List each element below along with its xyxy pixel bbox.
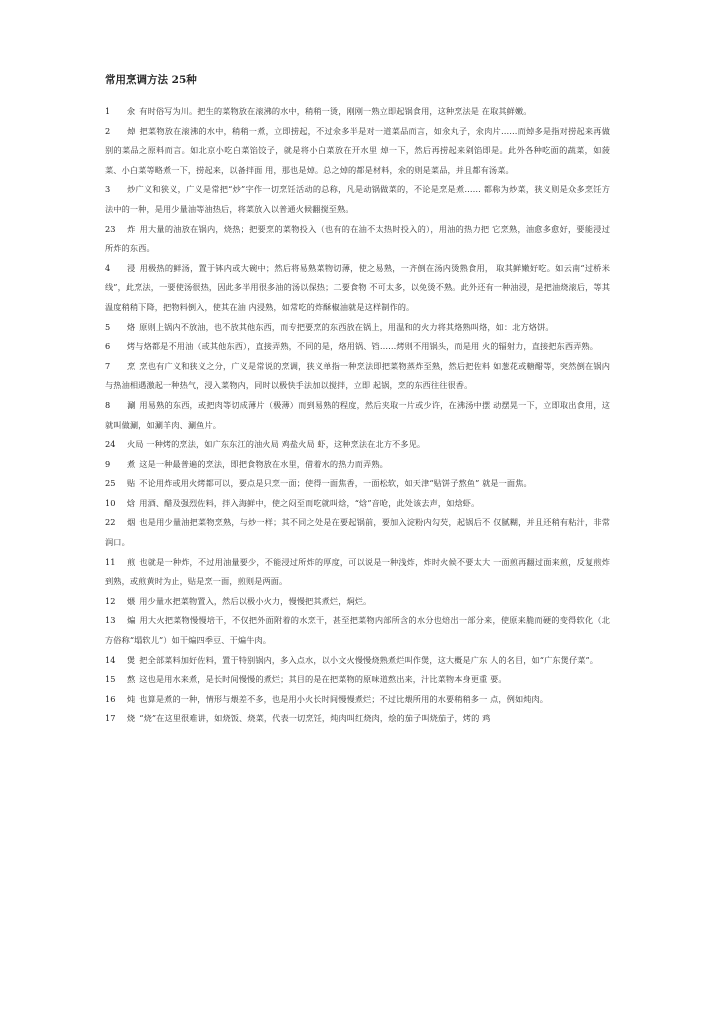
entry-text: 这也是用水来煮，是长时间慢慢的煮烂；其目的是在把菜物的原味道熬出来，汁比菜物本身更重 要。 xyxy=(139,674,507,685)
entry-method-name: 焯 xyxy=(127,125,136,136)
entry-number: 12 xyxy=(105,595,116,606)
entry-number: 4 xyxy=(105,262,111,273)
list-item xyxy=(105,513,610,552)
entry-method-name: 氽 xyxy=(127,106,136,116)
list-item xyxy=(105,611,610,650)
entry-text: 不论用炸或用火烤都可以，要点是只烹一面；使得一面焦香，一面松软，如天津“贴饼子熬鱼” 就是一面焦。 xyxy=(139,478,532,489)
entry-method-name: 焓 xyxy=(127,497,136,508)
entry-number: 15 xyxy=(105,674,116,685)
list-item xyxy=(105,122,610,181)
list-item xyxy=(105,474,610,494)
entry-number: 7 xyxy=(105,360,111,371)
list-item xyxy=(105,709,610,729)
entry-method-name: 涮 xyxy=(127,399,136,410)
list-item xyxy=(105,396,610,435)
entry-number: 5 xyxy=(105,321,111,332)
entry-method-name: 熬 xyxy=(127,674,136,685)
list-item xyxy=(105,670,610,690)
entry-method-name: 煨 xyxy=(127,595,136,606)
entry-number: 6 xyxy=(105,341,111,352)
list-item xyxy=(105,690,610,710)
entry-number: 23 xyxy=(105,223,116,234)
entry-text: 用酒、醋及强烈佐料，拌入海鲜中，使之闷至而吃就叫焓，“焓”音呛，此处该去声，如焓虾。 xyxy=(139,497,480,508)
entry-method-name: 贴 xyxy=(127,478,136,489)
entry-text: 用大量的油放在锅内，烧热；把要烹的菜物投入（也有的在油不太热时投入的），用油的热力把 它烹熟，油愈多愈好，要能浸过所炸的东西。 xyxy=(105,223,610,254)
entry-number: 11 xyxy=(105,556,116,567)
entry-number: 2 xyxy=(105,125,111,136)
cooking-methods-list xyxy=(105,102,610,729)
entry-number: 13 xyxy=(105,615,116,626)
entry-number: 8 xyxy=(105,399,111,410)
entry-text: 也算是煮的一种，情形与煨差不多，也是用小火长时间慢慢煮烂；不过比煨所用的水要稍稍多一 点，例如炖肉。 xyxy=(139,693,549,704)
list-item xyxy=(105,494,610,514)
entry-method-name: 烟 xyxy=(127,517,136,528)
document-page xyxy=(105,72,610,729)
entry-text: 有时俗写为川。把生的菜物放在滚沸的水中，稍稍一烫，刚刚一熟立即起锅食用，这种烹法是 在取其鲜嫩。 xyxy=(139,106,532,116)
list-item xyxy=(105,102,610,122)
list-item xyxy=(105,592,610,612)
list-item xyxy=(105,220,610,259)
entry-method-name: 煲 xyxy=(127,654,136,665)
entry-text: 烹也有广义和狭义之分，广义是常说的烹调，狭义单指一种烹法即把菜物蒸炸至熟，然后把佐料 如葱花或糖醋等，突然倒在锅内与热油相遇激起一种热气，浸入菜物内，同时以极快手法加以搅拌，立即 起锅，烹的东西往往很香。 xyxy=(105,360,610,391)
entry-number: 17 xyxy=(105,713,116,724)
entry-method-name: 烙 xyxy=(127,321,136,332)
entry-text: 也就是一种炸，不过用油量要少，不能浸过所炸的厚度，可以说是一种浅炸，炸时火候不要太大 一面煎再翻过面来煎，反复煎炸到熟，或煎黄时为止，贴是烹一面，煎则是两面。 xyxy=(105,556,610,587)
list-item xyxy=(105,180,610,219)
entry-text: 火局 一种烤的烹法，如广东东江的油火局 鸡盐火局 虾，这种烹法在北方不多见。 xyxy=(127,439,426,450)
entry-text: 这是一种最普遍的烹法，即把食物放在水里，借着水的热力而弄熟。 xyxy=(139,458,388,469)
entry-method-name: 浸 xyxy=(127,262,136,273)
entry-number: 16 xyxy=(105,693,116,704)
list-item xyxy=(105,455,610,475)
entry-method-name: 烹 xyxy=(127,360,136,371)
list-item xyxy=(105,435,610,455)
entry-text: 把菜物放在滚沸的水中，稍稍一煮，立即捞起，不过氽多半是对一道菜品而言，如氽丸子，氽肉片……而焯多是指对捞起来再做别的菜品之原料而言。如北京小吃白菜馅饺子，就是将小白菜放在开水里 焯一下，然后再捞起来剁馅即是。此外各种吃面的蔬菜，如菠菜、小白菜等略煮一下，捞起来，以备拌面 用，那也是焯。总之焯的都是材料，氽的则是菜品，并且都有汤菜。 xyxy=(105,125,610,175)
list-item xyxy=(105,553,610,592)
entry-number: 25 xyxy=(105,478,116,489)
entry-text: 炒广义和狭义，广义是常把“炒”字作一切烹饪活动的总称，凡是动锅做菜的，不论是烹是煮…… 都称为炒菜，狭义则是众多烹饪方法中的一种，是用少量油等油热后，将菜放入以普通火候翻搅至熟。 xyxy=(105,184,610,214)
entry-method-name: 烧 xyxy=(127,713,136,724)
entry-method-name: 煮 xyxy=(127,458,136,469)
list-item xyxy=(105,357,610,396)
entry-text: “烧”在这里很难讲，如烧饭、烧菜，代表一切烹饪，炖肉叫红烧肉，烩的茄子叫烧茄子，烤的 鸡 xyxy=(139,713,491,724)
entry-number: 1 xyxy=(105,106,111,116)
list-item xyxy=(105,651,610,671)
list-item xyxy=(105,259,610,318)
entry-method-name: 炸 xyxy=(127,223,136,234)
entry-text: 把全部菜料加好佐料，置于特别锅内，多入点水，以小文火慢慢烧熟煮烂叫作煲，这大概是广东 人的名目，如“广东煲仔菜”。 xyxy=(139,654,599,665)
list-item xyxy=(105,318,610,338)
document-title: 常用烹调方法 25种 xyxy=(105,74,197,86)
entry-text: 用少量水把菜物置入，然后以极小火力，慢慢把其煮烂，焖烂。 xyxy=(139,595,372,606)
entry-method-name: 炖 xyxy=(127,693,136,704)
entry-text: 用大火把菜物慢慢培干，不仅把外面附着的水烹干，甚至把菜物内部所含的水分也焙出一部分来，使原来脆而硬的变得软化（北方俗称“塌软儿”）如干煸四季豆、干煸牛肉。 xyxy=(105,615,610,646)
entry-text: 用易熟的东西，或把肉等切成薄片（极薄）而到易熟的程度，然后夹取一片或少许，在沸汤中摆 动摆晃一下，立即取出食用，这就叫做涮，如涮羊肉、涮鱼片。 xyxy=(105,399,610,430)
entry-number: 22 xyxy=(105,517,116,528)
entry-method-name: 煎 xyxy=(127,556,136,567)
entry-number: 3 xyxy=(105,184,111,195)
entry-method-name: 煸 xyxy=(127,615,136,626)
entry-number: 9 xyxy=(105,458,111,469)
entry-text: 用极热的鲜汤，置于钵内或大碗中；然后将易熟菜物切薄，使之易熟，一齐倒在汤内烫熟食用， 取其鲜嫩好吃。如云南“过桥米线”，此烹法，一要使汤很热，因此多半用很多油的汤以保热；二要食物 不可太多，以免烫不熟。此外还有一种油浸，是把油烧滚后，等其温度稍稍下降，把物料倒入，使其在油 内浸熟，如常吃的炸酥椒油就是这样制作的。 xyxy=(105,262,610,312)
entry-number: 24 xyxy=(105,439,116,450)
entry-text: 原则上锅内不放油，也不放其他东西，而专把要烹的东西放在锅上，用温和的火力将其烙熟叫烙，如：北方烙饼。 xyxy=(139,321,554,332)
entry-text: 烤与烙都是不用油（或其他东西），直接弄熟，不同的是，烙用锅、铛……烤则不用锅头，而是用 火的辐射力，直接把东西弄熟。 xyxy=(127,341,598,352)
entry-text: 也是用少量油把菜物烹熟，与炒一样；其不同之处是在要起锅前，要加入淀粉内勾芡，起锅后不 仅腻糊，并且还稍有粘汁，非常润口。 xyxy=(105,517,610,548)
entry-number: 10 xyxy=(105,497,116,508)
entry-number: 14 xyxy=(105,654,116,665)
list-item xyxy=(105,337,610,357)
